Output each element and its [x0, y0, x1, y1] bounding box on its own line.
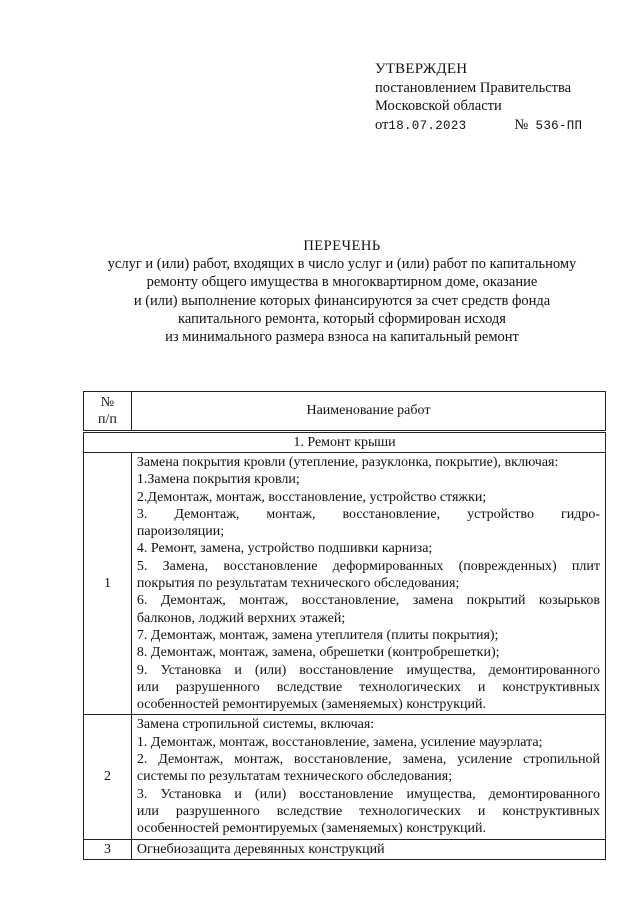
description-line: системы по результатам технического обследования; [136, 769, 453, 785]
description-line: или разрушенного вследствие технологических и конструктивных [136, 803, 600, 819]
description-line: Замена стропильной системы, включая: [136, 717, 375, 733]
approval-heading: УТВЕРЖДЕН [375, 61, 468, 77]
description-line: покрытия по результатам технического обследования; [136, 576, 460, 592]
title-line: и (или) выполнение которых финансируются за счет средств фонда [133, 292, 551, 309]
title-line: из минимального размера взноса на капитальный ремонт [165, 329, 519, 346]
description-line: 3. Установка и (или) восстановление имущества, демонтированного [136, 786, 600, 802]
description-line: особенностей ремонтируемых (заменяемых) конструкций. [136, 697, 487, 713]
title-line: капитального ремонта, который сформирован исходя [178, 310, 506, 327]
header-number-cell [84, 392, 132, 432]
description-line: пароизоляции; [136, 524, 225, 540]
description-line: Огнебиозащита деревянных конструкций [136, 841, 385, 857]
approval-line-1: постановлением Правительства [375, 79, 572, 96]
date-prefix: от [375, 116, 389, 133]
row-description [131, 715, 605, 839]
description-line: особенностей ремонтируемых (заменяемых) конструкций. [136, 821, 487, 837]
description-line: Замена покрытия кровли (утепление, разуклонка, покрытие), включая: [136, 455, 559, 470]
row-number: 3 [84, 839, 132, 859]
description-line: 9. Установка и (или) восстановление имущества, демонтированного [136, 662, 600, 678]
description-line: 4. Ремонт, замена, устройство подшивки карниза; [136, 541, 433, 557]
table-row [84, 715, 606, 839]
description-line: 3. Демонтаж, монтаж, восстановление, устройство гидро- [136, 506, 600, 522]
description-line: 1. Демонтаж, монтаж, восстановление, замена, усиление мауэрлата; [136, 734, 543, 750]
row-description [131, 839, 605, 859]
description-line: 7. Демонтаж, монтаж, замена утеплителя (плиты покрытия); [136, 627, 499, 643]
approval-date-line [375, 116, 582, 136]
document-title [80, 237, 604, 346]
row-number: 2 [84, 715, 132, 839]
table-row [84, 453, 606, 715]
approval-date: 18.07.2023 [388, 118, 467, 133]
description-line: балконов, лоджий верхних этажей; [136, 610, 346, 626]
description-line: 5. Замена, восстановление деформированных (поврежденных) плит [136, 558, 600, 574]
description-line: 2. Демонтаж, монтаж, восстановление, замена, усиление стропильной [136, 752, 600, 768]
description-line: 1.Замена покрытия кровли; [136, 472, 300, 488]
title-heading: ПЕРЕЧЕНЬ [303, 238, 381, 254]
approval-block [375, 60, 582, 135]
header-number-abbr: п/п [98, 412, 117, 427]
title-line: ремонту общего имущества в многоквартирном доме, оказание [146, 274, 538, 291]
approval-line-2: Московской области [375, 98, 502, 114]
description-line: 2.Демонтаж, монтаж, восстановление, устройство стяжки; [136, 489, 487, 505]
row-description [131, 453, 605, 715]
title-line: услуг и (или) работ, входящих в число услуг и (или) работ по капитальному [107, 256, 577, 273]
table-header-row [84, 392, 606, 432]
description-line: или разрушенного вследствие технологических и конструктивных [136, 679, 600, 695]
approval-number: 536-ПП [535, 118, 583, 133]
header-name-cell: Наименование работ [131, 392, 605, 432]
section-row [84, 432, 606, 453]
number-sign: № [514, 116, 529, 133]
works-table [83, 391, 606, 860]
row-number: 1 [84, 453, 132, 715]
header-number-symbol: № [100, 394, 115, 410]
section-title: 1. Ремонт крыши [84, 432, 606, 453]
table-row [84, 839, 606, 859]
description-line: 8. Демонтаж, монтаж, замена, обрешетки (контробрешетки); [136, 645, 500, 661]
description-line: 6. Демонтаж, монтаж, восстановление, замена покрытий козырьков [136, 593, 600, 609]
